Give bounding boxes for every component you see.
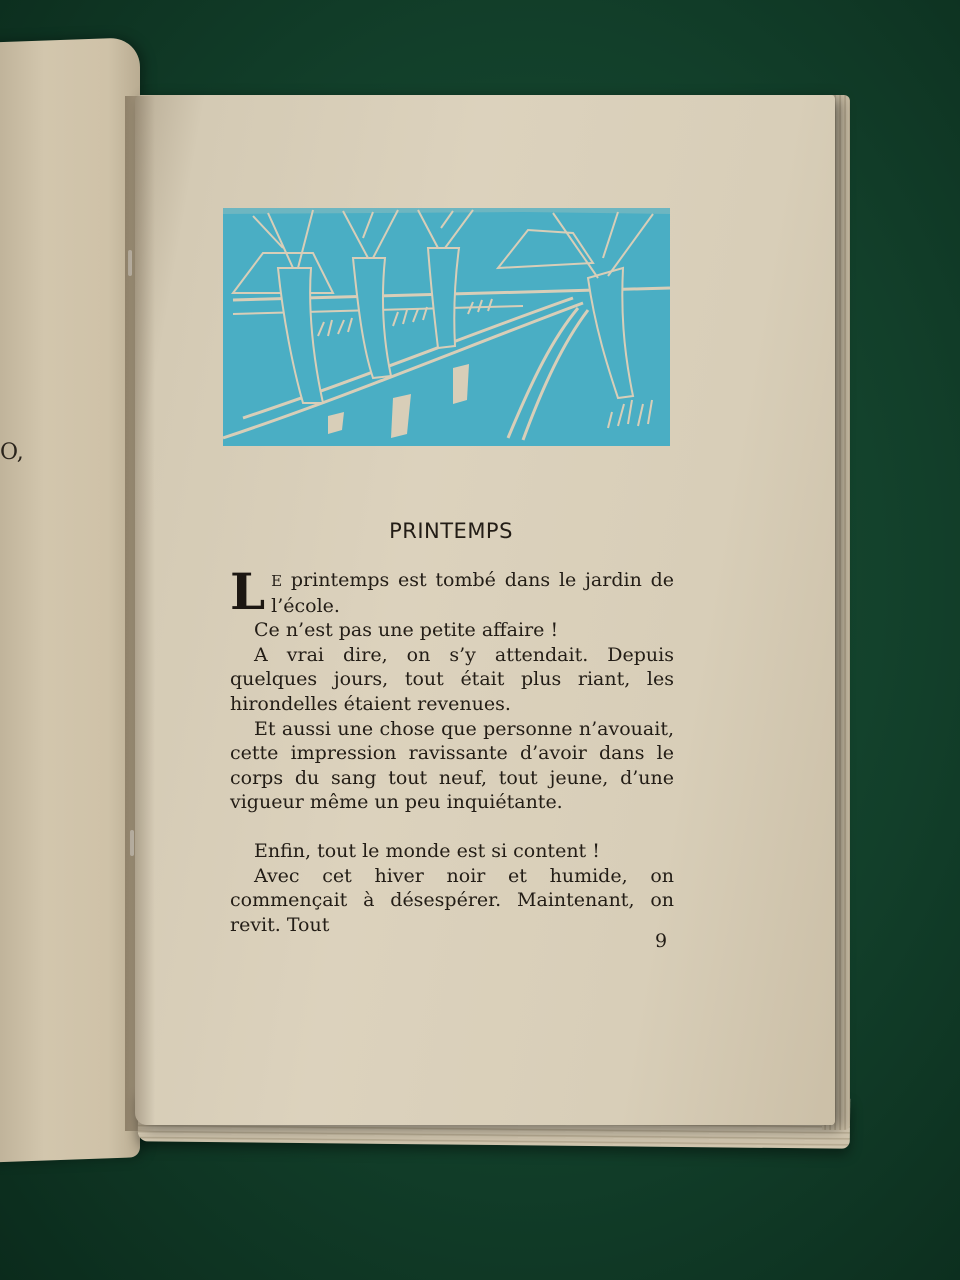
paragraph: A vrai dire, on s’y attendait. Depuis quelques jours, tout était plus riant, les hirondelles étaient revenues.: [230, 643, 674, 715]
book-gutter: [125, 96, 155, 1131]
paragraph: [230, 562, 674, 621]
paragraph-text: printemps est tombé dans le jardin de l’école.: [271, 569, 674, 617]
drop-cap-letter: L: [230, 562, 266, 621]
left-page-text-fragment: O,: [0, 440, 24, 465]
woodcut-illustration: [223, 208, 670, 446]
chapter-body: [230, 562, 674, 937]
paragraph: Avec cet hiver noir et humide, on commençait à désespérer. Maintenant, on revit. Tout: [230, 864, 674, 936]
paragraph: Ce n’est pas une petite affaire !: [254, 619, 559, 642]
first-word-rest: E: [271, 572, 283, 590]
chapter-title: PRINTEMPS: [389, 519, 513, 543]
left-page: [0, 37, 140, 1163]
paragraph: Et aussi une chose que personne n’avouait, cette impression ravissante d’avoir dans le corps du sang tout neuf, tout jeune, d’une vigueur même un peu inquiétante.: [230, 717, 674, 814]
page-number: 9: [655, 930, 668, 952]
paragraph: Enfin, tout le monde est si content !: [254, 839, 600, 862]
